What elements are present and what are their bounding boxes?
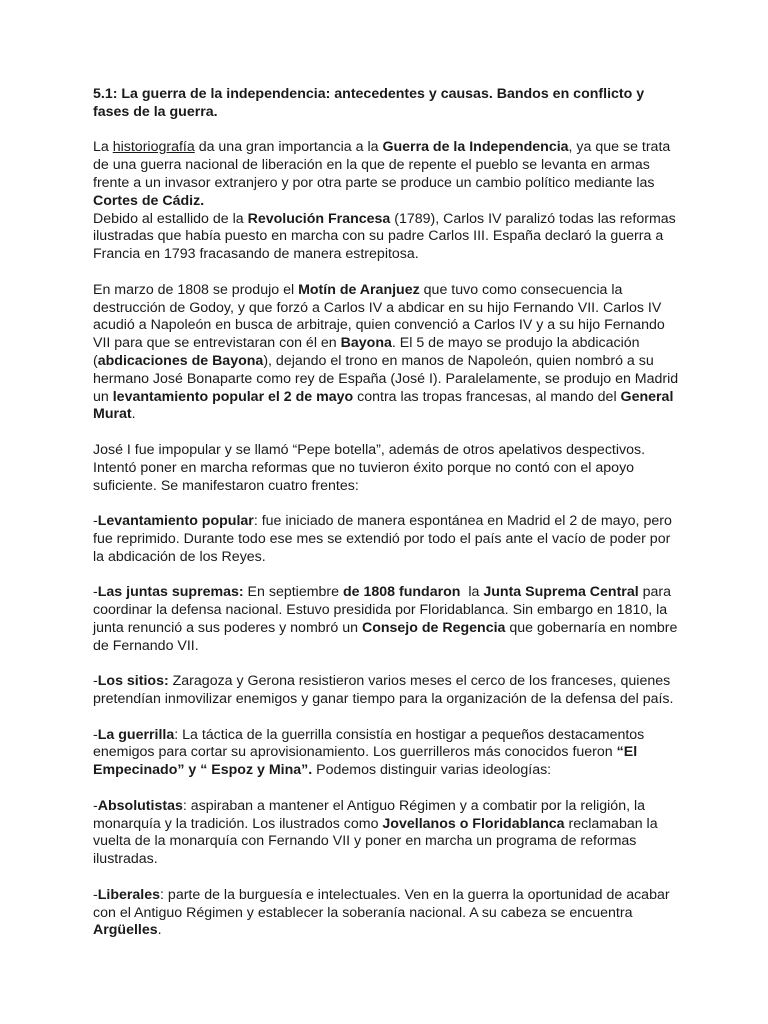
text: Debido al estallido de la <box>93 210 248 227</box>
paragraph-motin <box>93 282 683 424</box>
text: - <box>93 797 98 814</box>
text: La <box>93 139 113 156</box>
text: - <box>93 584 98 601</box>
bold-text: Absolutistas <box>97 797 183 814</box>
text: que gobernaría en nombre de Fernando VII. <box>93 619 678 654</box>
paragraph-levantamiento <box>93 513 683 566</box>
text: . El 5 de mayo se produjo la abdicación ( <box>93 335 640 369</box>
bold-text: de 1808 fundaron <box>342 584 461 601</box>
paragraph-jose-i <box>93 442 683 495</box>
text: da una gran importancia a la <box>194 139 383 156</box>
bold-text: Junta Suprema Central <box>483 584 639 601</box>
bold-text: Levantamiento popular <box>97 513 254 530</box>
text: - <box>93 886 98 903</box>
paragraph-guerrilla <box>93 727 683 780</box>
bold-text: General Murat <box>93 388 674 423</box>
bold-text: levantamiento popular el 2 de mayo <box>112 388 354 405</box>
text: - <box>93 513 98 530</box>
text: - <box>93 673 98 690</box>
text: . <box>131 406 136 423</box>
text: reclamaban la vuelta de la monarquía con Fernando VII y poner en marcha un programa de reformas ilustradas. <box>93 815 658 868</box>
text: la <box>460 584 484 601</box>
paragraph-revolucion <box>93 211 683 264</box>
text: : aspiraban a mantener el Antiguo Régimen y a combatir por la religión, la monarquía y la tradición. Los ilustrados como <box>93 797 646 832</box>
bold-text: Los sitios: <box>97 673 169 690</box>
paragraph-liberales <box>93 887 683 940</box>
text: En septiembre <box>243 584 343 601</box>
paragraph-historiografia <box>93 139 683 210</box>
text: José I fue impopular y se llamó “Pepe botella”, además de otros apelativos despectivos. Intentó poner en marcha reformas que no tuvieron éxito porque no contó con el apoyo suficiente. Se manifestaron cuatro frentes: <box>93 441 646 494</box>
document-page <box>93 86 683 958</box>
section-title: 5.1: La guerra de la independencia: antecedentes y causas. Bandos en conflicto y fases de la guerra. <box>93 86 645 120</box>
paragraph-juntas <box>93 584 683 655</box>
historiografia-link[interactable]: historiografía <box>112 139 195 156</box>
text: (1789), Carlos IV paralizó todas las reformas ilustradas que había puesto en marcha con su padre Carlos III. España declaró la guerra a Francia en 1793 fracasando de manera estrepitosa. <box>93 210 676 263</box>
text: Zaragoza y Gerona resistieron varios meses el cerco de los franceses, quienes pretendían inmovilizar enemigos y ganar tiempo para la organización de la defensa del país. <box>93 673 674 708</box>
bold-text: Jovellanos o Floridablanca <box>382 815 565 832</box>
text: - <box>93 726 98 743</box>
text: : parte de la burguesía e intelectuales. Ven en la guerra la oportunidad de acabar con el Antiguo Régimen y establecer la soberanía nacional. A su cabeza se encuentra <box>93 886 670 921</box>
text: que tuvo como consecuencia la destrucción de Godoy, y que forzó a Carlos IV a abdicar en su hijo Fernando VII. Carlos IV acudió a Napoleón en busca de arbitraje, quien convenció a Carlos IV y a su hijo Fernando VII para que se entrevistaran con él en <box>93 281 665 352</box>
text: : La táctica de la guerrilla consistía en hostigar a pequeños destacamentos enemigos para cortar su aprovisionamiento. Los guerrilleros más conocidos fueron <box>93 726 645 761</box>
text: : fue iniciado de manera espontánea en Madrid el 2 de mayo, pero fue reprimido. Durante todo ese mes se extendió por todo el país ante el vacío de poder por la abdicación de los Reyes. <box>93 513 672 565</box>
bold-text: Guerra de la Independencia <box>382 139 569 156</box>
bold-text: Liberales <box>97 886 161 903</box>
bold-text: Las juntas supremas: <box>97 584 244 601</box>
bold-text: abdicaciones de Bayona <box>97 352 264 369</box>
bold-text: Argüelles <box>93 922 158 939</box>
text: ), dejando el trono en manos de Napoleón, quien nombró a su hermano José Bonaparte como rey de España (José I). Paralelamente, se produjo en Madrid un <box>93 352 679 405</box>
bold-text: Consejo de Regencia <box>361 619 506 636</box>
bold-text: La guerrilla <box>97 726 175 743</box>
bold-text: Motín de Aranjuez <box>298 281 420 298</box>
paragraph-absolutistas <box>93 798 683 869</box>
bold-text: Revolución Francesa <box>247 210 391 227</box>
bold-text: Bayona <box>340 335 392 352</box>
text: En marzo de 1808 se produjo el <box>93 281 299 298</box>
bold-text: Cortes de Cádiz. <box>93 192 205 209</box>
text: Podemos distinguir varias ideologías: <box>312 762 552 779</box>
text: contra las tropas francesas, al mando del <box>353 388 621 405</box>
paragraph-sitios <box>93 673 683 709</box>
bold-text: “El Empecinado” y “ Espoz y Mina”. <box>93 744 638 779</box>
text: para coordinar la defensa nacional. Estuvo presidida por Floridablanca. Sin embargo en 1810, la junta renunció a sus poderes y nombró un <box>93 584 672 636</box>
text: . <box>157 922 162 939</box>
text: , ya que se trata de una guerra nacional de liberación en la que de repente el pueblo se levanta en armas frente a un invasor extranjero y por otra parte se produce un cambio político mediante las <box>93 139 671 191</box>
